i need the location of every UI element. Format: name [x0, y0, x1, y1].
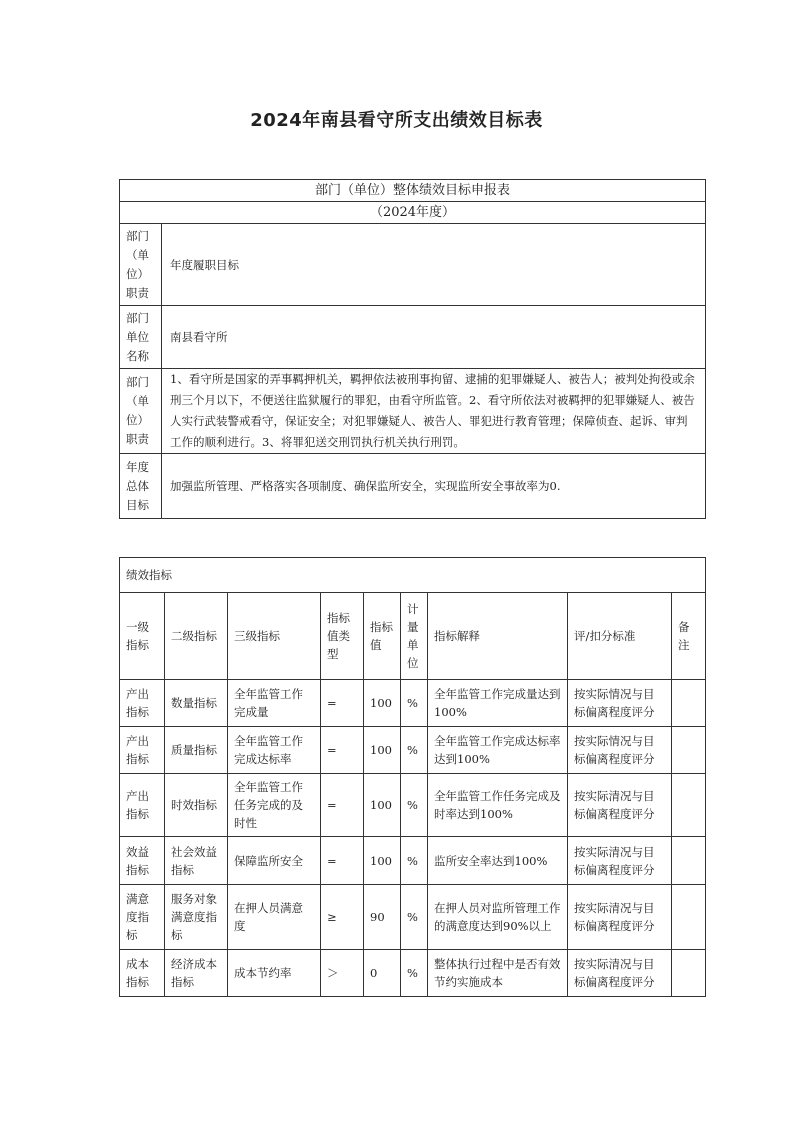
level2-cell: 社会效益指标 — [165, 837, 228, 885]
scoring-standard-cell: 按实际清况与目标偏离程度评分 — [568, 837, 672, 885]
unit-cell: % — [401, 680, 428, 727]
header-cell: 备注 — [672, 593, 706, 680]
target-value-cell: 100 — [364, 727, 401, 774]
level3-cell: 全年监管工作完成达标率 — [228, 727, 321, 774]
unit-cell: % — [401, 774, 428, 837]
performance-indicator-table — [119, 557, 706, 997]
header-cell: 计量单位 — [401, 593, 428, 680]
level3-cell: 在押人员满意度 — [228, 885, 321, 950]
table-row — [120, 680, 706, 727]
level3-cell: 全年监管工作任务完成的及时性 — [228, 774, 321, 837]
table-header-row — [120, 593, 706, 680]
row-label: 部门单位名称 — [120, 306, 162, 369]
value-type-cell: = — [321, 774, 364, 837]
target-value-cell: 100 — [364, 680, 401, 727]
scoring-standard-cell: 按实际情况与目标偏离程度评分 — [568, 680, 672, 727]
scoring-standard-cell: 按实际情况与目标偏离程度评分 — [568, 727, 672, 774]
scoring-standard-cell: 按实际清况与目标偏离程度评分 — [568, 885, 672, 950]
target-value-cell: 90 — [364, 885, 401, 950]
dept-target-table — [119, 179, 706, 519]
explanation-cell: 全年监管工作完成达标率达到100% — [428, 727, 568, 774]
row-value: 加强监所管理、严格落实各项制度、确保监所安全，实现监所安全事故率为0. — [162, 454, 706, 519]
header-cell: 指标值类型 — [321, 593, 364, 680]
target-value-cell: 100 — [364, 837, 401, 885]
level1-cell: 满意度指标 — [120, 885, 165, 950]
header-cell: 指标解释 — [428, 593, 568, 680]
level1-cell: 产出指标 — [120, 727, 165, 774]
value-type-cell: = — [321, 727, 364, 774]
table-row — [120, 885, 706, 950]
header-cell: 一级指标 — [120, 593, 165, 680]
row-label: 部门（单位）职责 — [120, 369, 162, 454]
target-value-cell: 100 — [364, 774, 401, 837]
note-cell — [672, 950, 706, 997]
row-label: 部门（单位）职责 — [120, 224, 162, 306]
dept-table-year: （2024年度） — [120, 202, 706, 224]
table-row — [120, 950, 706, 997]
page-title: 2024年南县看守所支出绩效目标表 — [250, 110, 543, 131]
level1-cell: 产出指标 — [120, 774, 165, 837]
unit-cell: % — [401, 837, 428, 885]
explanation-cell: 监所安全率达到100% — [428, 837, 568, 885]
row-value: 1、看守所是国家的弄事羁押机关，羁押依法被刑事拘留、逮捕的犯罪嫌疑人、被告人；被判处拘役或余刑三个月以下，不便送往监狱履行的罪犯，由看守所监管。2、看守所依法对被羁押的犯罪嫌疑人、被告人实行武装警戒看守，保证安全；对犯罪嫌疑人、被告人、罪犯进行教育管理；保障侦查、起诉、审判工作的顺利进行。3、将罪犯送交刑罚执行机关执行刑罚。 — [162, 369, 706, 454]
scoring-standard-cell: 按实际清况与目标偏离程度评分 — [568, 950, 672, 997]
row-value: 年度履职目标 — [162, 224, 706, 306]
note-cell — [672, 727, 706, 774]
level2-cell: 质量指标 — [165, 727, 228, 774]
section-title: 绩效指标 — [120, 558, 706, 593]
header-cell: 评/扣分标准 — [568, 593, 672, 680]
level3-cell: 保障监所安全 — [228, 837, 321, 885]
header-cell: 指标值 — [364, 593, 401, 680]
level3-cell: 成本节约率 — [228, 950, 321, 997]
explanation-cell: 整体执行过程中是否有效节约实施成本 — [428, 950, 568, 997]
note-cell — [672, 885, 706, 950]
table-row — [120, 774, 706, 837]
value-type-cell: ＞ — [321, 950, 364, 997]
unit-cell: % — [401, 885, 428, 950]
header-cell: 二级指标 — [165, 593, 228, 680]
level1-cell: 产出指标 — [120, 680, 165, 727]
table-row — [120, 727, 706, 774]
note-cell — [672, 837, 706, 885]
level2-cell: 经济成本指标 — [165, 950, 228, 997]
explanation-cell: 全年监管工作任务完成及时率达到100% — [428, 774, 568, 837]
dept-table-title: 部门（单位）整体绩效目标申报表 — [120, 180, 706, 202]
value-type-cell: = — [321, 680, 364, 727]
value-type-cell: ≥ — [321, 885, 364, 950]
row-label: 年度总体目标 — [120, 454, 162, 519]
row-value: 南县看守所 — [162, 306, 706, 369]
level1-cell: 成本指标 — [120, 950, 165, 997]
explanation-cell: 全年监管工作完成量达到100% — [428, 680, 568, 727]
target-value-cell: 0 — [364, 950, 401, 997]
level2-cell: 时效指标 — [165, 774, 228, 837]
table-row — [120, 837, 706, 885]
header-cell: 三级指标 — [228, 593, 321, 680]
unit-cell: % — [401, 950, 428, 997]
value-type-cell: = — [321, 837, 364, 885]
note-cell — [672, 774, 706, 837]
note-cell — [672, 680, 706, 727]
scoring-standard-cell: 按实际清况与目标偏离程度评分 — [568, 774, 672, 837]
level3-cell: 全年监管工作完成量 — [228, 680, 321, 727]
level2-cell: 服务对象满意度指标 — [165, 885, 228, 950]
level1-cell: 效益指标 — [120, 837, 165, 885]
level2-cell: 数量指标 — [165, 680, 228, 727]
unit-cell: % — [401, 727, 428, 774]
explanation-cell: 在押人员对监所管理工作的满意度达到90%以上 — [428, 885, 568, 950]
